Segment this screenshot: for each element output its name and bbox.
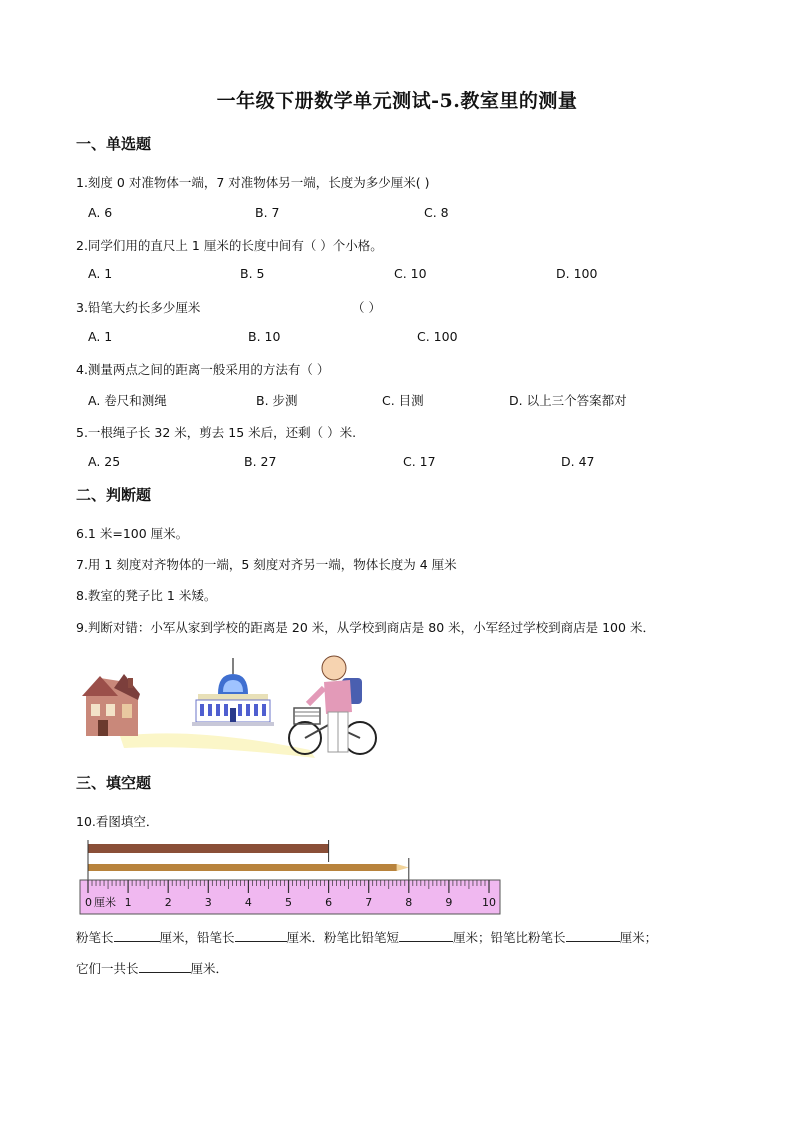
q4-option-a: A. 卷尺和测绳 [88,393,167,408]
q5-option-c: C. 17 [403,454,436,469]
chalk-bar [88,840,329,862]
section-heading-single-choice: 一、单选题 [76,135,152,153]
boy-with-bicycle-icon [289,656,376,754]
school-icon [192,658,274,726]
blank-longer-by[interactable] [566,929,620,942]
ruler-tick-label: 3 [204,896,212,909]
fill-text-total-unit: 厘米． [190,961,229,976]
q5-option-d: D. 47 [561,454,595,469]
q3-option-b: B. 10 [248,329,281,344]
q1-option-a: A. 6 [88,205,113,220]
fill-text-pencil: 厘米，铅笔长 [159,930,235,945]
ruler-tick-label: 2 [164,896,172,909]
question-10: 10.看图填空． [76,814,159,829]
ruler-tick-label: 8 [405,896,413,909]
question-8: 8.教室的凳子比 1 米矮。 [76,588,217,603]
fill-text-shorter: 厘米．粉笔比铅笔短 [286,930,400,945]
house-icon [82,674,140,736]
question-3: 3.铅笔大约长多少厘米 [76,300,201,315]
fill-text-longer: 厘米；铅笔比粉笔长 [453,930,566,945]
blank-shorter-by[interactable] [399,929,453,942]
section-heading-judgment: 二、判断题 [76,486,152,504]
ruler-tick-label: 10 [482,896,496,909]
question-4: 4.测量两点之间的距离一般采用的方法有（ ） [76,362,330,377]
q5-option-b: B. 27 [244,454,277,469]
ruler-tick-label: 4 [244,896,252,909]
q2-option-a: A. 1 [88,266,113,281]
question-3-paren: （ ） [352,300,381,315]
ruler-tick-label: 6 [325,896,333,909]
question-9: 9.判断对错：小军从家到学校的距离是 20 米，从学校到商店是 80 米，小军经过学校到商店是 100 米． [76,620,655,635]
page-title: 一年级下册数学单元测试-5.教室里的测量 [216,90,578,112]
q3-option-c: C. 100 [417,329,458,344]
q4-option-b: B. 步测 [256,393,298,408]
home-school-shop-illustration [80,652,380,764]
question-7: 7.用 1 刻度对齐物体的一端，5 刻度对齐另一端，物体长度为 4 厘米 [76,557,457,572]
fill-line-2 [76,959,228,977]
ruler-tick-label: 5 [285,896,292,909]
ruler-figure [78,838,504,918]
blank-chalk-length[interactable] [114,929,160,942]
section-heading-fill-blank: 三、填空题 [76,774,152,792]
pencil-bar [88,858,409,880]
question-2: 2.同学们用的直尺上 1 厘米的长度中间有（ ）个小格。 [76,238,383,253]
ruler-tick-label: 0 [85,896,92,909]
fill-text-end: 厘米； [619,930,658,945]
fill-line-1 [76,928,657,946]
road-path [120,733,315,758]
question-1: 1.刻度 0 对准物体一端，7 对准物体另一端，长度为多少厘米( ) [76,175,430,190]
q1-option-b: B. 7 [255,205,280,220]
ruler-tick-label: 7 [365,896,373,909]
blank-total-length[interactable] [139,960,191,973]
q5-option-a: A. 25 [88,454,121,469]
ruler-tick-label: 9 [445,896,453,909]
q1-option-c: C. 8 [424,205,449,220]
fill-text-chalk: 粉笔长 [76,930,114,945]
q2-option-c: C. 10 [394,266,427,281]
fill-text-total: 它们一共长 [76,961,139,976]
ruler-unit-label: 厘米 [94,896,116,909]
q3-option-a: A. 1 [88,329,113,344]
q2-option-b: B. 5 [240,266,265,281]
question-5: 5.一根绳子长 32 米，剪去 15 米后，还剩（ ）米. [76,425,357,440]
q2-option-d: D. 100 [556,266,598,281]
q4-option-d: D. 以上三个答案都对 [509,393,627,408]
question-6: 6.1 米=100 厘米。 [76,526,189,541]
ruler-tick-label: 1 [124,896,132,909]
q4-option-c: C. 目测 [382,393,424,408]
blank-pencil-length[interactable] [235,929,287,942]
